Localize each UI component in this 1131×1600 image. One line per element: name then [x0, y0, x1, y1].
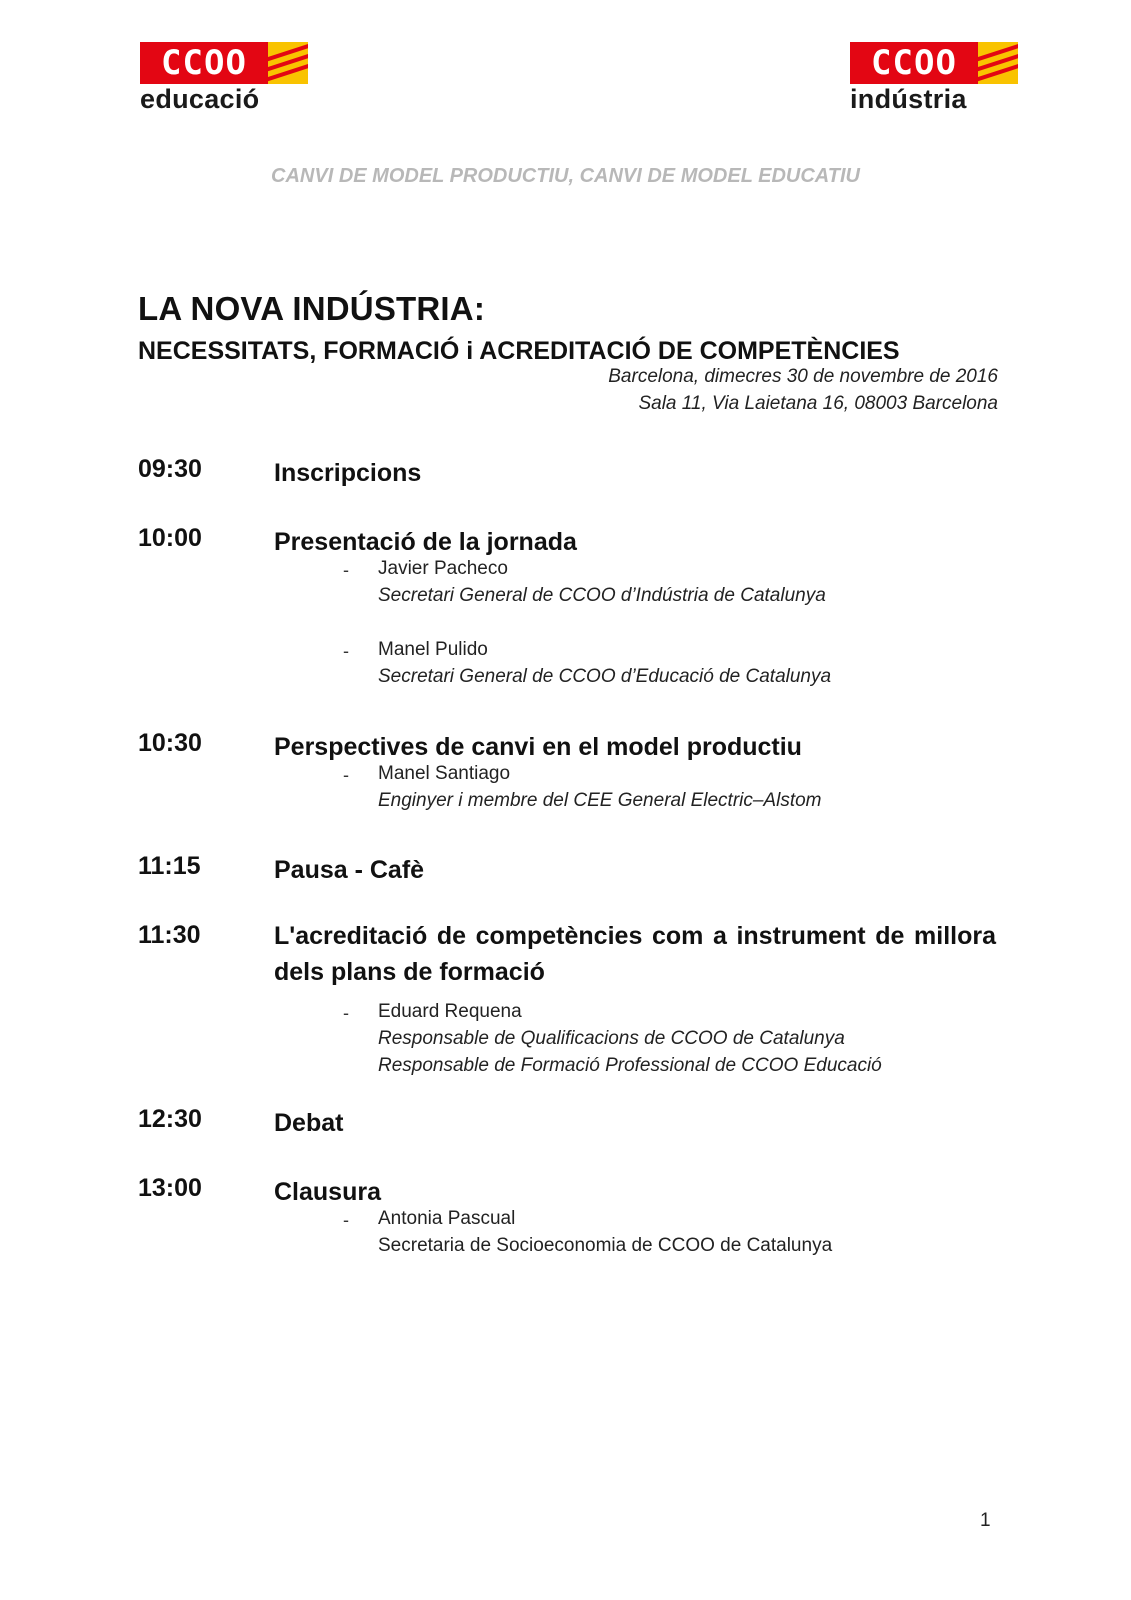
list-dash: -	[343, 1003, 349, 1023]
speaker-name: Manel Santiago	[378, 763, 511, 784]
agenda-time: 11:30	[138, 921, 201, 949]
agenda-title: Clausura	[274, 1178, 381, 1206]
ccoo-logo-mark	[850, 42, 1018, 84]
speaker-name: Javier Pacheco	[378, 558, 508, 579]
list-dash: -	[343, 765, 349, 785]
logo-stripes-icon	[978, 42, 1018, 84]
agenda-title: Inscripcions	[274, 459, 422, 487]
logo-text: CCOO	[850, 42, 978, 84]
speaker-role: Responsable de Qualificacions de CCOO de Catalunya	[378, 1028, 845, 1049]
logo-subtext: educació	[140, 84, 260, 114]
agenda-time: 11:15	[138, 852, 201, 880]
speaker-role: Secretari General de CCOO d’Indústria de Catalunya	[378, 585, 826, 606]
agenda-time: 10:30	[138, 729, 202, 757]
list-dash: -	[343, 1210, 349, 1230]
agenda-title: L'acreditació de competències com a instrument de millora dels plans de formació	[274, 922, 996, 986]
speaker-role: Secretari General de CCOO d’Educació de Catalunya	[378, 666, 832, 687]
agenda-title: Presentació de la jornada	[274, 528, 577, 556]
logo-ccoo-industria	[850, 42, 1018, 113]
ccoo-logo-mark	[140, 42, 308, 84]
agenda-title: Debat	[274, 1109, 344, 1137]
logo-stripes-icon	[268, 42, 308, 84]
agenda-title: Pausa - Cafè	[274, 856, 425, 884]
speaker-role: Enginyer i membre del CEE General Electric–Alstom	[378, 790, 822, 811]
list-dash: -	[343, 641, 349, 661]
document-title-sub: NECESSITATS, FORMACIÓ i ACREDITACIÓ DE COMPETÈNCIES	[138, 337, 900, 365]
agenda-time: 09:30	[138, 455, 202, 483]
agenda-title: Perspectives de canvi en el model productiu	[274, 733, 802, 761]
agenda-time: 13:00	[138, 1174, 202, 1202]
event-venue: Sala 11, Via Laietana 16, 08003 Barcelona	[638, 393, 998, 414]
document-title: LA NOVA INDÚSTRIA:	[138, 290, 486, 327]
agenda-time: 10:00	[138, 524, 202, 552]
event-date: Barcelona, dimecres 30 de novembre de 2016	[608, 366, 998, 387]
speaker-name: Antonia Pascual	[378, 1208, 516, 1229]
logo-subtext: indústria	[850, 84, 967, 114]
logo-text: CCOO	[140, 42, 268, 84]
document-subtitle: CANVI DE MODEL PRODUCTIU, CANVI DE MODEL EDUCATIU	[271, 165, 860, 187]
page-number: 1	[980, 1510, 991, 1531]
speaker-name: Eduard Requena	[378, 1001, 522, 1022]
logo-ccoo-educacio	[140, 42, 308, 113]
list-dash: -	[343, 560, 349, 580]
speaker-role: Secretaria de Socioeconomia de CCOO de Catalunya	[378, 1235, 833, 1256]
agenda-time: 12:30	[138, 1105, 202, 1133]
speaker-name: Manel Pulido	[378, 639, 488, 660]
speaker-role: Responsable de Formació Professional de CCOO Educació	[378, 1055, 882, 1076]
